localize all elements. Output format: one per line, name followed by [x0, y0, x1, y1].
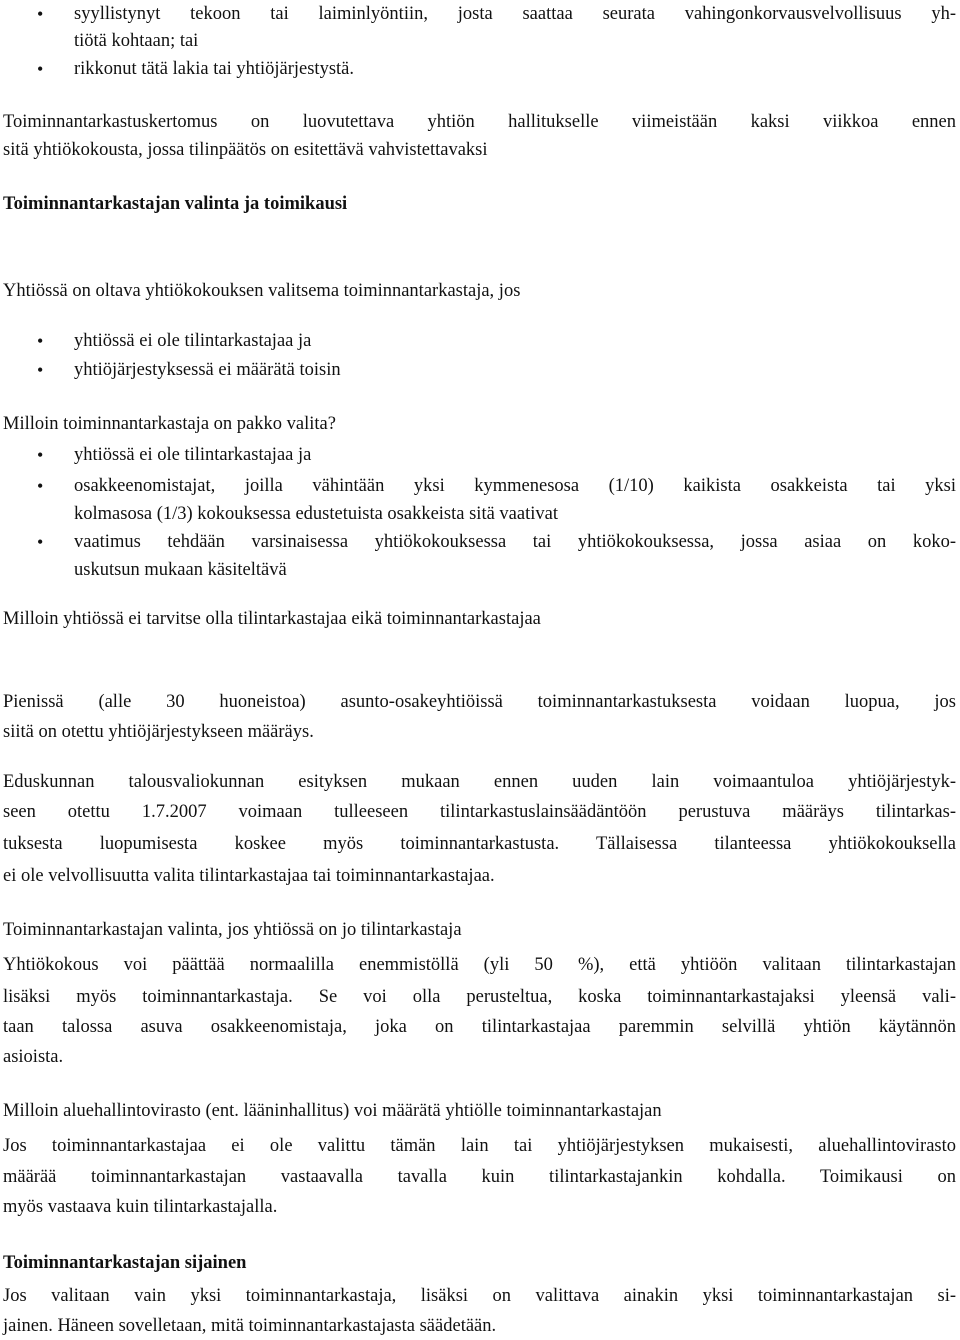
bullet-text: yhtiössä ei ole tilintarkastajaa ja [74, 445, 312, 465]
paragraph-line: jainen. Häneen sovelletaan, mitä toiminnantarkastajasta säädetään. [3, 1316, 497, 1336]
paragraph-line: myös vastaava kuin tilintarkastajalla. [3, 1197, 278, 1217]
bullet-text: kolmasosa (1/3) kokouksessa edustetuista osakkeista sitä vaativat [74, 504, 558, 524]
paragraph-line: tuksesta luopumisesta koskee myös toiminnantarkastusta. Tällaisessa tilanteessa yhtiökokouksella [3, 834, 956, 854]
bullet-text: tiötä kohtaan; tai [74, 31, 199, 51]
bullet-text: vaatimus tehdään varsinaisessa yhtiökokouksessa tai yhtiökokouksessa, jossa asiaa on koko- [74, 532, 956, 552]
bullet-text: yhtiössä ei ole tilintarkastajaa ja [74, 331, 312, 351]
paragraph-line: siitä on otettu yhtiöjärjestykseen määräys. [3, 722, 314, 742]
paragraph-line: ei ole velvollisuutta valita tilintarkastajaa tai toiminnantarkastajaa. [3, 866, 495, 886]
section-heading: Toiminnantarkastajan sijainen [3, 1253, 247, 1273]
section-heading: Toiminnantarkastajan valinta, jos yhtiössä on jo tilintarkastaja [3, 920, 462, 940]
section-heading: Milloin toiminnantarkastaja on pakko valita? [3, 414, 336, 434]
section-heading: Toiminnantarkastajan valinta ja toimikausi [3, 194, 348, 214]
section-heading: Milloin yhtiössä ei tarvitse olla tilintarkastajaa eikä toiminnantarkastajaa [3, 609, 541, 629]
paragraph-line: sitä yhtiökokousta, jossa tilinpäätös on esitettävä vahvistettavaksi [3, 140, 488, 160]
bullet-text: rikkonut tätä lakia tai yhtiöjärjestystä. [74, 59, 354, 79]
bullet-text: yhtiöjärjestyksessä ei määrätä toisin [74, 360, 341, 380]
bullet-text: uskutsun mukaan käsiteltävä [74, 560, 287, 580]
paragraph-line: Eduskunnan talousvaliokunnan esityksen mukaan ennen uuden lain voimaantuloa yhtiöjärjestyk- [3, 772, 956, 792]
bullet-text: osakkeenomistajat, joilla vähintään yksi kymmenesosa (1/10) kaikista osakkeista tai yksi [74, 476, 956, 496]
bullet-icon: • [37, 476, 44, 496]
paragraph-line: Pienissä (alle 30 huoneistoa) asunto-osakeyhtiöissä toiminnantarkastuksesta voidaan luopua, jos [3, 692, 956, 712]
bullet-icon: • [37, 360, 44, 380]
paragraph-line: asioista. [3, 1047, 64, 1067]
paragraph-line: taan talossa asuva osakkeenomistaja, joka on tilintarkastajaa paremmin selvillä yhtiön käytännön [3, 1017, 956, 1037]
bullet-icon: • [37, 59, 44, 79]
paragraph-line: seen otettu 1.7.2007 voimaan tulleeseen tilintarkastuslainsäädäntöön perustuva määräys tilintarkas- [3, 802, 956, 822]
paragraph-line: Jos valitaan vain yksi toiminnantarkastaja, lisäksi on valittava ainakin yksi toiminnantarkastajan si- [3, 1286, 956, 1306]
paragraph-line: Toiminnantarkastuskertomus on luovutettava yhtiön hallitukselle viimeistään kaksi viikkoa ennen [3, 112, 956, 132]
paragraph-line: Yhtiökokous voi päättää normaalilla enemmistöllä (yli 50 %), että yhtiöön valitaan tilintarkastajan [3, 955, 956, 975]
section-heading: Milloin aluehallintovirasto (ent. lääninhallitus) voi määrätä yhtiölle toiminnantarkastajan [3, 1101, 662, 1121]
bullet-icon: • [37, 532, 44, 552]
paragraph-line: Jos toiminnantarkastajaa ei ole valittu tämän lain tai yhtiöjärjestyksen mukaisesti, aluehallintovirasto [3, 1136, 956, 1156]
paragraph-line: määrää toiminnantarkastajan vastaavalla tavalla kuin tilintarkastajankin kohdalla. Toimikausi on [3, 1167, 956, 1187]
bullet-icon: • [37, 445, 44, 465]
bullet-icon: • [37, 331, 44, 351]
paragraph-line: Yhtiössä on oltava yhtiökokouksen valitsema toiminnantarkastaja, jos [3, 281, 521, 301]
paragraph-line: lisäksi myös toiminnantarkastaja. Se voi olla perusteltua, koska toiminnantarkastajaksi yleensä vali- [3, 987, 956, 1007]
bullet-icon: • [37, 4, 44, 24]
bullet-text: syyllistynyt tekoon tai laiminlyöntiin, josta saattaa seurata vahingonkorvausvelvollisuus yh- [74, 4, 956, 24]
